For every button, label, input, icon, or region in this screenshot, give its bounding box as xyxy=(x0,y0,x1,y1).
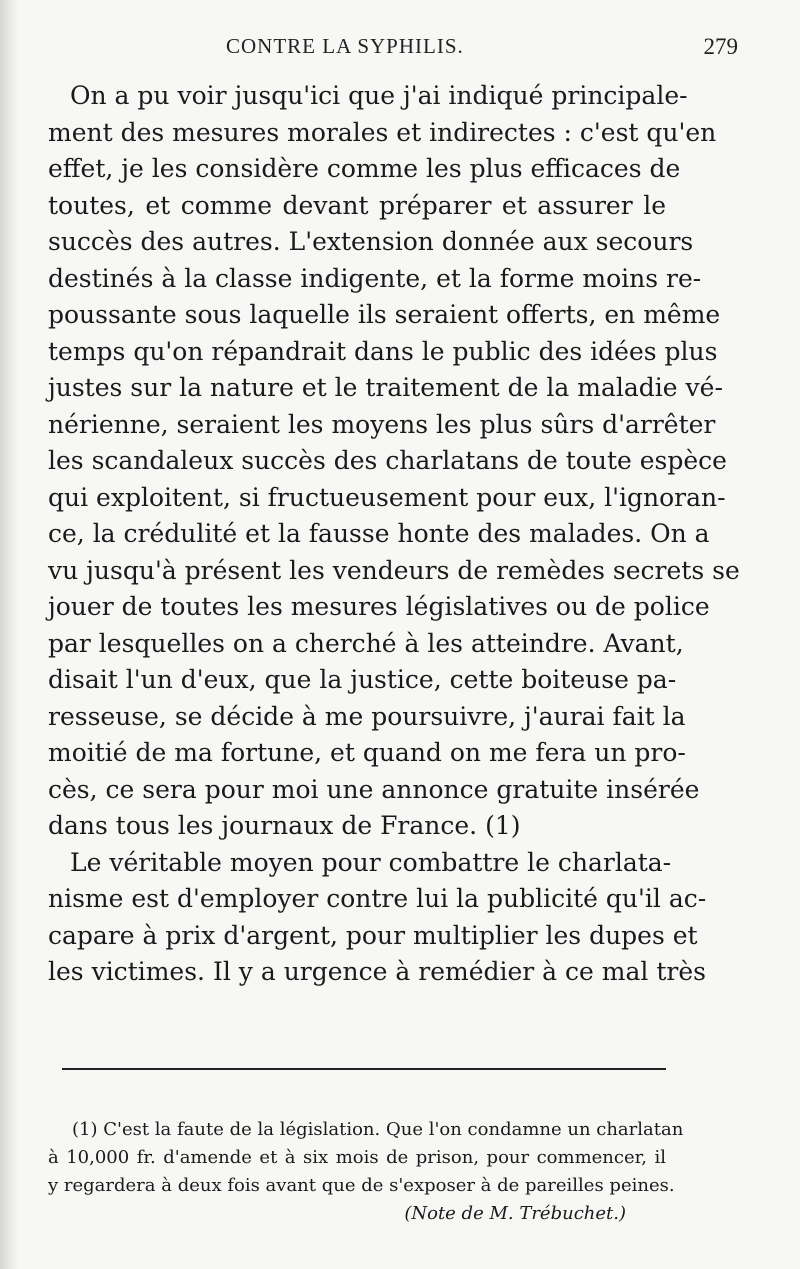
text-line: ment des mesures morales et indirectes : c'est qu'en xyxy=(48,117,717,147)
page-header xyxy=(48,34,738,66)
page-number: 279 xyxy=(703,34,738,59)
text-line: les victimes. Il y a urgence à remédier à ce mal très xyxy=(48,957,706,986)
text-line: vu jusqu'à présent les vendeurs de remèdes secrets se xyxy=(48,555,740,585)
text-line: justes sur la nature et le traitement de la maladie vé- xyxy=(48,373,723,402)
text-line: cès, ce sera pour moi une annonce gratuite insérée xyxy=(48,774,700,804)
page-gutter-shadow xyxy=(0,0,18,1269)
text-line: moitié de ma fortune, et quand on me fera un pro- xyxy=(48,738,686,767)
text-line: dans tous les journaux de France. (1) xyxy=(48,811,521,840)
text-line: On a pu voir jusqu'ici que j'ai indiqué principale- xyxy=(70,81,688,110)
text-line: succès des autres. L'extension donnée aux secours xyxy=(48,227,694,256)
footnote-divider xyxy=(62,1068,666,1070)
text-line: toutes, et comme devant préparer et assurer le xyxy=(48,190,666,220)
text-line: qui exploitent, si fructueusement pour eux, l'ignoran- xyxy=(48,482,726,512)
text-line: destinés à la classe indigente, et la forme moins re- xyxy=(48,263,702,293)
text-line: disait l'un d'eux, que la justice, cette boiteuse pa- xyxy=(48,665,677,694)
text-line: resseuse, se décide à me poursuivre, j'aurai fait la xyxy=(48,701,686,731)
footnote-attribution: (Note de M. Trébuchet.) xyxy=(404,1203,626,1224)
text-line: temps qu'on répandrait dans le public des idées plus xyxy=(48,336,718,366)
text-line: ce, la crédulité et la fausse honte des malades. On a xyxy=(48,519,710,548)
text-line: nérienne, seraient les moyens les plus sûrs d'arrêter xyxy=(48,409,716,439)
text-line: les scandaleux succès des charlatans de toute espèce xyxy=(48,446,727,475)
footnote xyxy=(48,1116,684,1228)
text-line: nisme est d'employer contre lui la publicité qu'il ac- xyxy=(48,884,707,913)
text-line: capare à prix d'argent, pour multiplier les dupes et xyxy=(48,920,698,950)
footnote-line: à 10,000 fr. d'amende et à six mois de prison, pour commencer, il xyxy=(48,1147,666,1168)
body-text xyxy=(48,78,740,991)
footnote-line: y regardera à deux fois avant que de s'exposer à de pareilles peines. xyxy=(48,1175,675,1196)
footnote-line: (1) C'est la faute de la législation. Que l'on condamne un charlatan xyxy=(72,1119,684,1140)
running-title: CONTRE LA SYPHILIS. xyxy=(226,34,464,58)
text-line: poussante sous laquelle ils seraient offerts, en même xyxy=(48,300,721,329)
text-line: effet, je les considère comme les plus efficaces de xyxy=(48,154,681,183)
text-line: Le véritable moyen pour combattre le charlata- xyxy=(70,847,672,877)
text-line: jouer de toutes les mesures législatives ou de police xyxy=(48,592,710,621)
text-line: par lesquelles on a cherché à les atteindre. Avant, xyxy=(48,628,684,658)
